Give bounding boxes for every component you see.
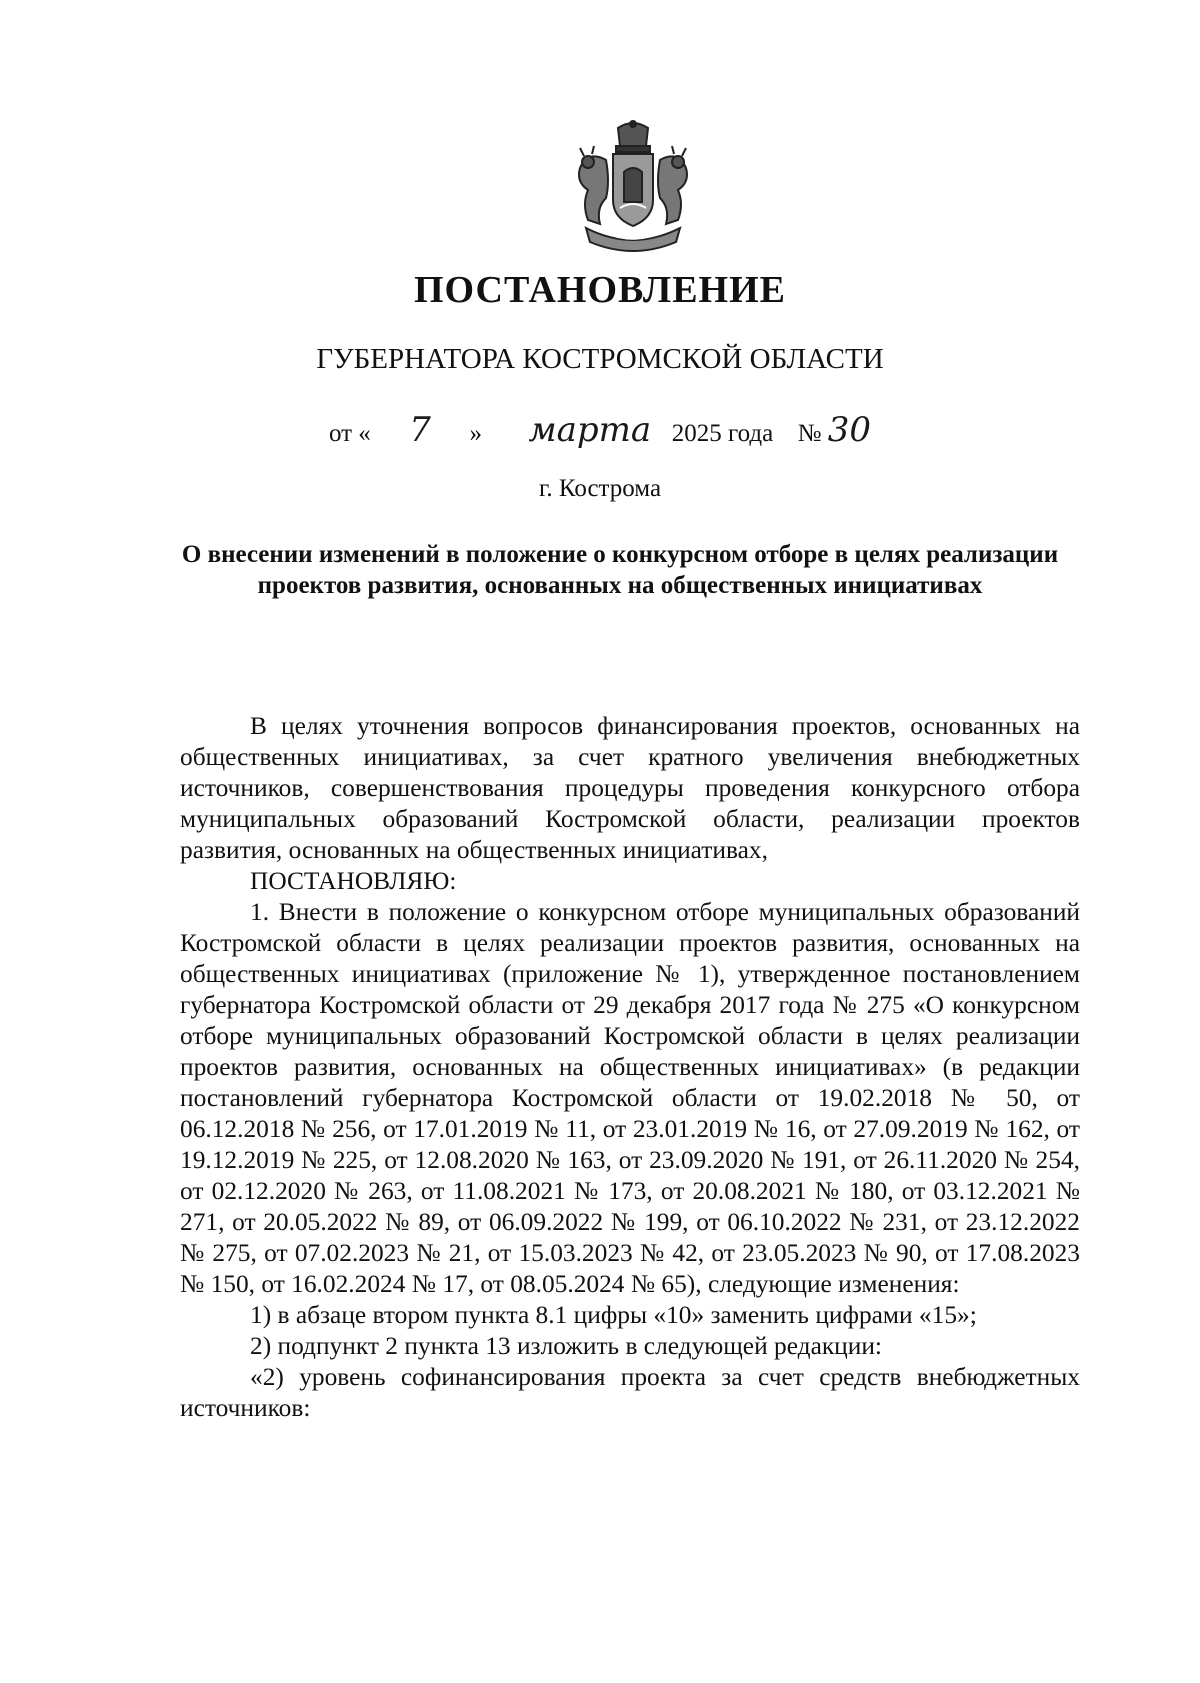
number-sign: № bbox=[797, 420, 822, 447]
item-1-paragraph: 1. Внести в положение о конкурсном отборе муниципальных образований Костромской области в целях реализации проектов развития, основанных на общественных инициативах (приложение № 1), утвержденное постановлением губернатора Костромской области от 29 декабря 2017 года № 275 «О конкурсном отборе муниципальных образований Костромской области в целях реализации проектов развития, основанных на общественных инициативах» (в редакции постановлений губернатора Костромской области от 19.02.2018 № 50, от 06.12.2018 № 256, от 17.01.2019 № 11, от 23.01.2019 № 16, от 27.09.2019 № 162, от 19.12.2019 № 225, от 12.08.2020 № 163, от 23.09.2020 № 191, от 26.11.2020 № 254, от 02.12.2020 № 263, от 11.08.2021 № 173, от 20.08.2021 № 180, от 03.12.2021 № 271, от 20.05.2022 № 89, от 06.09.2022 № 199, от 06.10.2022 № 231, от 23.12.2022 № 275, от 07.02.2023 № 21, от 15.03.2023 № 42, от 23.05.2023 № 90, от 17.08.2023 № 150, от 16.02.2024 № 17, от 08.05.2024 № 65), следующие изменения: bbox=[180, 898, 1080, 1298]
date-month-handwritten: марта bbox=[528, 410, 652, 450]
quote-paragraph: «2) уровень софинансирования проекта за счет средств внебюджетных источников: bbox=[180, 1363, 1080, 1422]
subitem-1-paragraph: 1) в абзаце втором пункта 8.1 цифры «10» заменить цифрами «15»; bbox=[250, 1301, 977, 1329]
date-year: 2025 года bbox=[671, 420, 774, 447]
preamble-paragraph: В целях уточнения вопросов финансирования проектов, основанных на общественных инициативах, за счет кратного увеличения внебюджетных источников, совершенствования процедуры проведения конкурсного отбора муниципальных образований Костромской области, реализации проектов развития, основанных на общественных инициативах, bbox=[180, 712, 1080, 864]
date-quote-close: » bbox=[469, 420, 482, 447]
document-number-handwritten: 30 bbox=[827, 410, 872, 450]
subitem-2-paragraph: 2) подпункт 2 пункта 13 изложить в следующей редакции: bbox=[250, 1332, 882, 1360]
document-heading: О внесении изменений в положение о конкурсном отборе в целях реализации проектов развития, основанных на общественных инициативах bbox=[181, 541, 1059, 599]
city-line: г. Кострома bbox=[538, 475, 662, 502]
issuing-authority: ГУБЕРНАТОРА КОСТРОМСКОЙ ОБЛАСТИ bbox=[316, 343, 884, 375]
coat-of-arms-emblem bbox=[558, 120, 708, 260]
decree-word: ПОСТАНОВЛЯЮ: bbox=[250, 867, 457, 895]
document-body bbox=[180, 711, 1080, 1424]
document-type-title: ПОСТАНОВЛЕНИЕ bbox=[413, 269, 787, 311]
date-line bbox=[0, 410, 1200, 450]
date-prefix: от « bbox=[328, 420, 371, 447]
date-day-handwritten: 7 bbox=[409, 410, 431, 450]
